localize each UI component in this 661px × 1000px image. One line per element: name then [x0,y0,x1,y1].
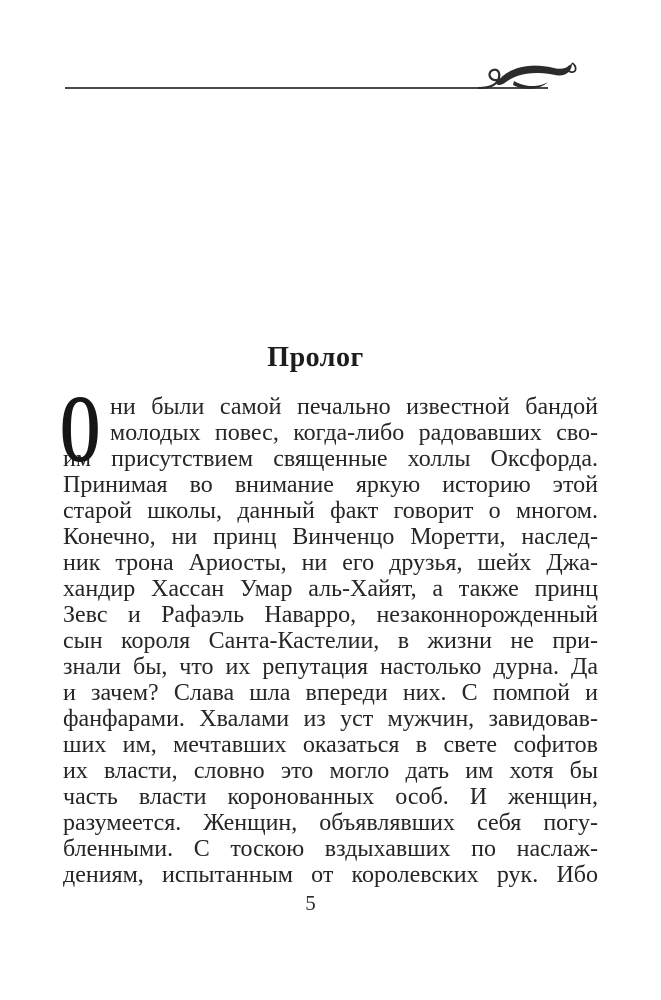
paragraph-line: дениям, испытанным от королевских рук. Ибо [63,862,598,888]
paragraph-line: ших им, мечтавших оказаться в свете софитов [63,732,598,758]
paragraph-line: их власти, словно это могло дать им хотя бы [63,758,598,784]
body-text [60,375,598,888]
paragraph-line: хандир Хассан Умар аль-Хайят, а также принц [63,576,598,602]
drop-cap [60,375,110,482]
paragraph-line: Конечно, ни принц Винченцо Моретти, наслед- [63,524,598,550]
header-rule [65,87,548,89]
paragraph-line: старой школы, данный факт говорит о многом. [63,498,598,524]
paragraph-line: ник трона Ариосты, ни его друзья, шейх Джа- [63,550,598,576]
paragraph-line: и зачем? Слава шла впереди них. С помпой и [63,680,598,706]
paragraph-line: разумеется. Женщин, объявлявших себя погу- [63,810,598,836]
paragraph-line: им присутствием священные холлы Оксфорда. [63,446,598,472]
paragraph-line: ни были самой печально известной бандой [110,394,598,420]
drop-cap-letter: О [60,375,101,482]
flourish-icon [478,58,582,98]
paragraph-line: Зевс и Рафаэль Наварро, незаконнорожденный [63,602,598,628]
paragraph-line: Принимая во внимание яркую историю этой [63,472,598,498]
paragraph-line: бленными. С тоскою вздыхавших по наслаж- [63,836,598,862]
paragraph-line: часть власти коронованных особ. И женщин, [63,784,598,810]
paragraph-line: молодых повес, когда-либо радовавших сво- [110,420,598,446]
page-number: 5 [305,891,316,915]
chapter-heading: Пролог [267,342,364,373]
paragraph-line: фанфарами. Хвалами из уст мужчин, завидовав- [63,706,598,732]
paragraph-line: знали бы, что их репутация настолько дурна. Да [63,654,598,680]
paragraph-line: сын короля Санта-Кастелии, в жизни не при- [63,628,598,654]
